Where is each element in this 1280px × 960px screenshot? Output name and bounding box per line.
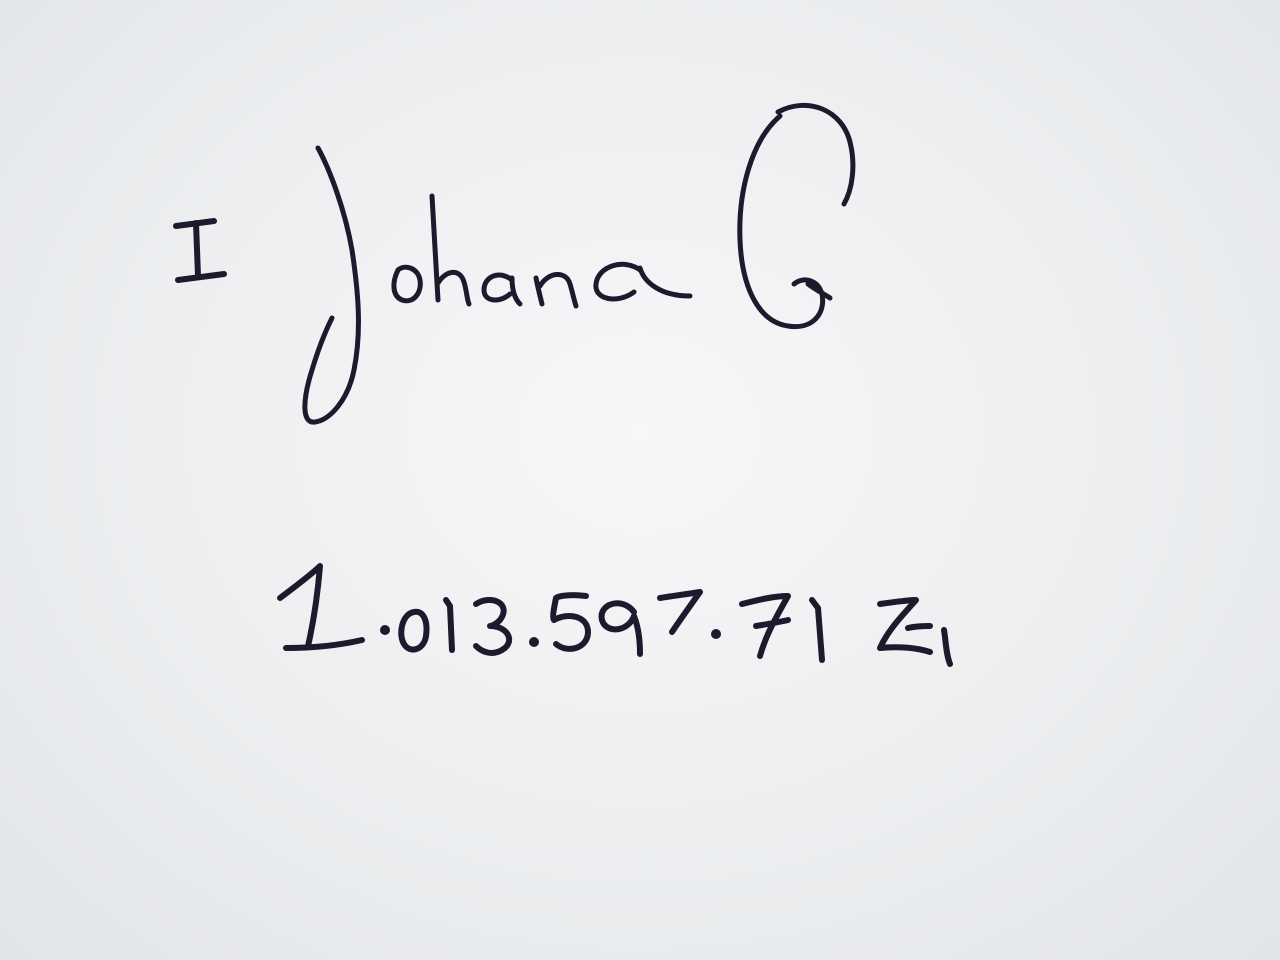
digit-1a [280, 566, 362, 648]
handwritten-signature [176, 105, 853, 422]
digit-7a [660, 592, 700, 632]
digit-5 [553, 595, 588, 649]
signature-letter-o [394, 267, 420, 301]
signature-letter-a2 [596, 264, 690, 299]
digit-3 [476, 600, 509, 653]
dot-1 [380, 625, 390, 635]
digit-1c [812, 600, 822, 660]
signature-letter-h [432, 196, 469, 304]
digit-7b [742, 596, 788, 656]
signature-letter-j [305, 148, 359, 422]
handwritten-id-number [280, 566, 950, 664]
signature-letter-g [740, 105, 853, 326]
signature-letter-i [176, 221, 224, 280]
dot-3 [711, 629, 721, 639]
dot-2 [529, 637, 539, 647]
digit-1b [446, 600, 452, 650]
digit-9 [602, 603, 640, 654]
digit-0 [401, 612, 426, 650]
signature-letter-a1 [484, 275, 520, 304]
digit-7c [880, 600, 950, 664]
signature-letter-n [536, 274, 576, 306]
